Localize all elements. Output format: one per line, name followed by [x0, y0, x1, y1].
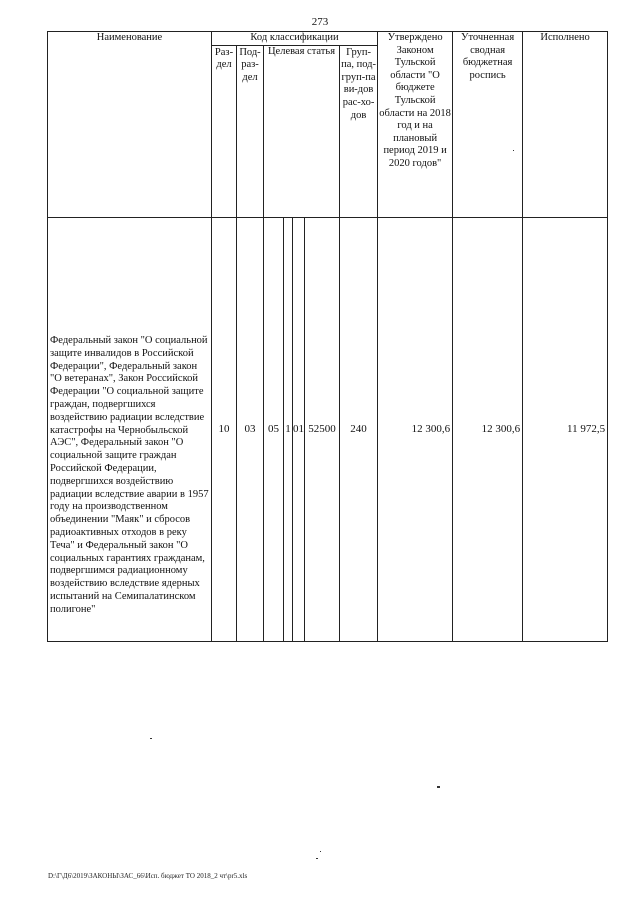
- row-article-part4: 52500: [305, 217, 340, 641]
- scan-speck: [513, 150, 514, 151]
- table-row: [48, 217, 608, 641]
- budget-table: [47, 31, 608, 642]
- header-section: [212, 45, 237, 217]
- row-subsection: 03: [237, 217, 264, 641]
- footer-file-path: D:\Г\Д6\2019\ЗАКОНЫ\ЗАС_66\Исп. бюджет ТО 2018_2 чт\pr5.xls: [48, 872, 248, 880]
- page-number: 273: [311, 16, 329, 28]
- row-name: Федеральный закон "О социальной защите инвалидов в Российской Федерации", Федеральный закон "О ветеранах", Закон Российской Федерации "О социальной защите граждан, подвергшихся воздействию радиации вследствие катастрофы на Чернобыльской АЭС", Федеральный закон "О социальной защите граждан Российской Федерации, подвергшихся воздействию радиации вследствие аварии в 1957 году на производственном объединении "Маяк" и сбросов радиоактивных отходов в реку Теча" и Федеральный закон "О социальных гарантиях гражданам, подвергшимся радиационному воздействию вследствие ядерных испытаний на Семипалатинском полигоне": [48, 217, 212, 641]
- row-article-part2: 1: [284, 217, 293, 641]
- header-expense-group: [340, 45, 378, 217]
- scan-speck: [150, 738, 152, 739]
- header-classification-code: Код классификации: [212, 32, 378, 46]
- header-approved: Утверждено Законом Тульской области "О бюджете Тульской области на 2018 год и на плановый период 2019 и 2020 годов": [378, 32, 453, 218]
- header-section-label: Раз-дел: [214, 46, 234, 71]
- header-subsection-label: Под-раз-дел: [239, 46, 261, 83]
- header-name: Наименование: [48, 32, 212, 218]
- scan-speck: [316, 858, 318, 859]
- header-row-1: [48, 32, 608, 46]
- row-expense-group: 240: [340, 217, 378, 641]
- row-approved: 12 300,6: [378, 217, 453, 641]
- header-subsection: [237, 45, 264, 217]
- scan-speck: [437, 786, 440, 788]
- header-target-article: Целевая статья: [264, 45, 340, 217]
- header-expense-group-label: Груп-па, под-груп-па ви-дов рас-хо-дов: [341, 46, 377, 121]
- header-executed: Исполнено: [523, 32, 608, 218]
- scan-speck: [320, 851, 321, 852]
- row-executed: 11 972,5: [523, 217, 608, 641]
- row-article-part1: 05: [264, 217, 284, 641]
- row-section: 10: [212, 217, 237, 641]
- row-article-part3: 01: [293, 217, 305, 641]
- header-refined: Уточненная сводная бюджетная роспись: [453, 32, 523, 218]
- row-refined: 12 300,6: [453, 217, 523, 641]
